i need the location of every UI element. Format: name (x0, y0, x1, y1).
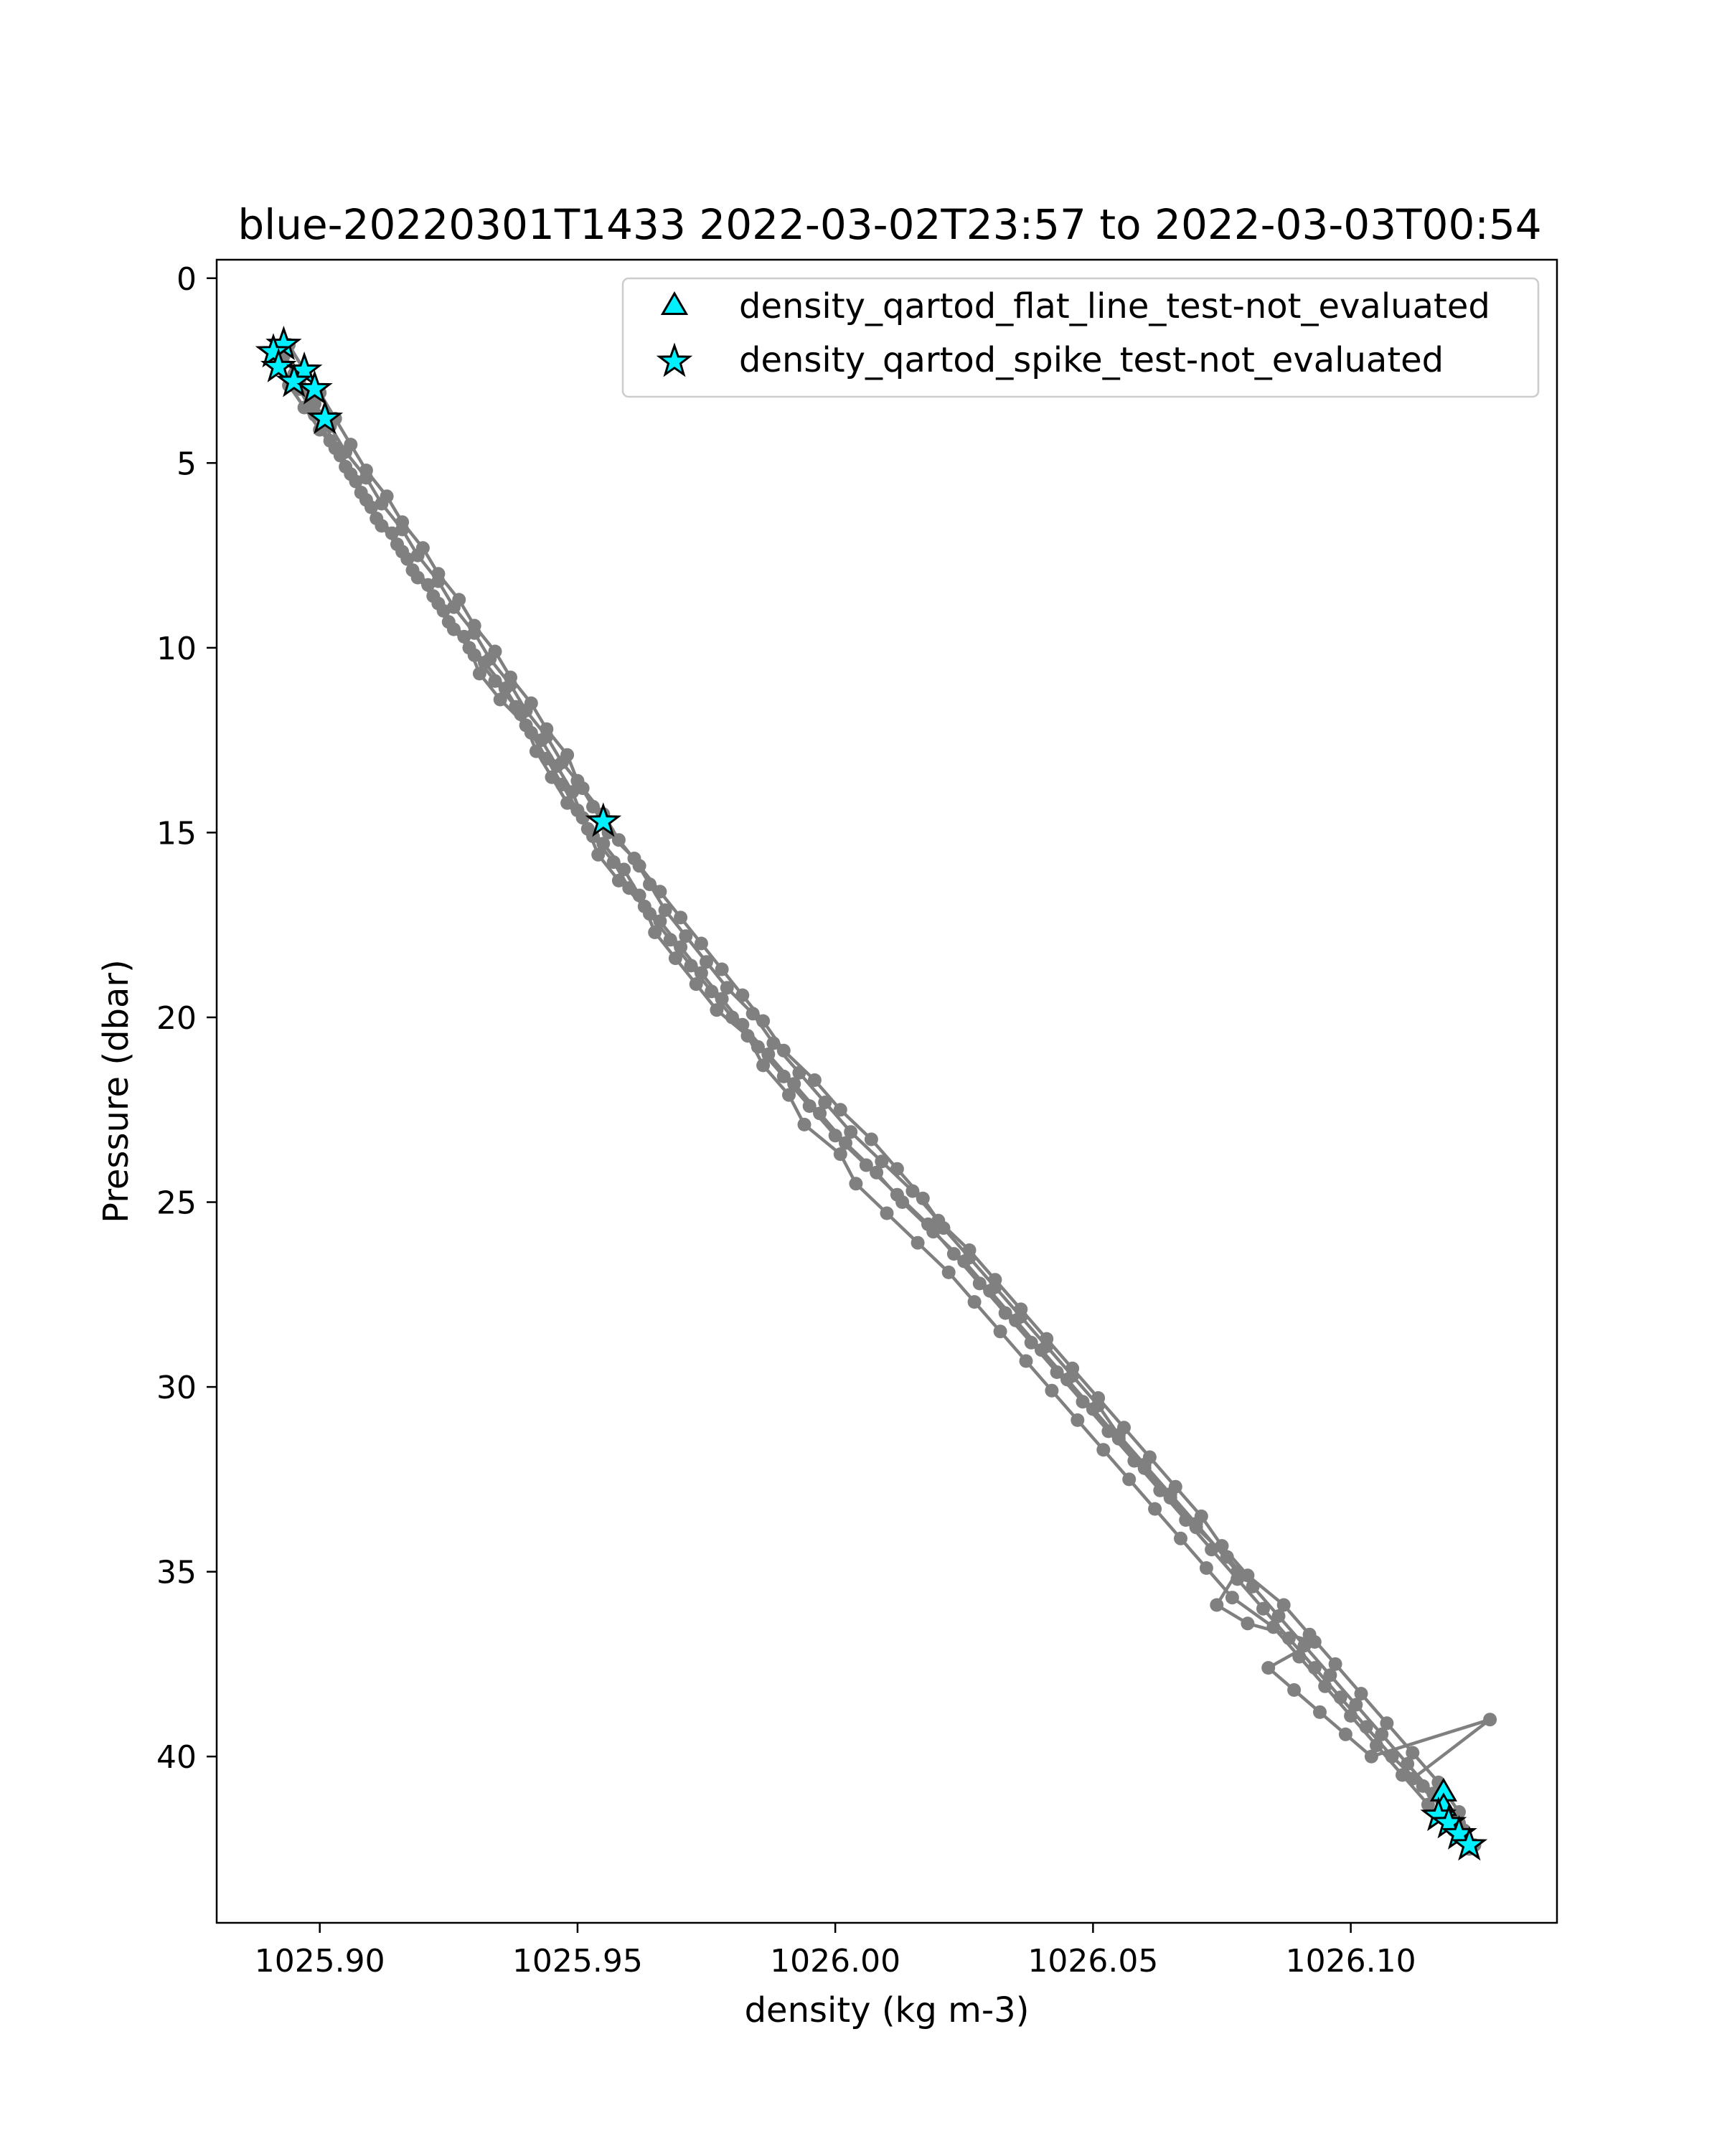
data-point (375, 497, 388, 511)
data-point (1287, 1683, 1301, 1697)
data-point (1483, 1713, 1497, 1726)
data-point (782, 1088, 796, 1102)
data-point (483, 652, 497, 666)
data-point (1190, 1517, 1203, 1530)
data-point (1096, 1443, 1110, 1456)
data-point (937, 1221, 951, 1235)
data-point (1164, 1487, 1177, 1501)
data-point (1313, 1705, 1327, 1719)
data-point (880, 1207, 894, 1220)
data-point (494, 693, 507, 707)
data-point (1318, 1680, 1332, 1693)
data-point (581, 822, 595, 836)
data-point (612, 874, 626, 888)
data-point (1380, 1716, 1393, 1730)
data-point (695, 937, 708, 951)
data-point (638, 900, 651, 913)
data-point (669, 951, 682, 965)
data-point (540, 730, 553, 743)
legend-entry-spike-test: density_qartod_spike_test-not_evaluated (739, 340, 1444, 380)
y-tick-label: 40 (156, 1739, 197, 1776)
y-tick-label: 30 (156, 1370, 197, 1407)
data-point (865, 1133, 878, 1147)
data-point (560, 796, 574, 810)
data-point (942, 1266, 956, 1279)
data-point (390, 537, 404, 551)
data-point (1344, 1709, 1358, 1723)
data-point (1329, 1657, 1342, 1671)
data-point (1020, 1355, 1033, 1368)
data-point (1071, 1413, 1084, 1427)
x-tick-label: 1025.95 (512, 1943, 643, 1980)
data-point (1091, 1398, 1105, 1412)
data-point (555, 755, 569, 769)
data-point (834, 1147, 847, 1161)
data-point (463, 641, 476, 654)
data-point (715, 963, 729, 976)
data-point (988, 1281, 1002, 1294)
data-point (1112, 1428, 1126, 1442)
y-tick-label: 10 (156, 630, 197, 667)
data-point (1277, 1599, 1291, 1612)
data-point (519, 704, 533, 717)
data-point (411, 549, 425, 562)
data-point (674, 910, 687, 924)
data-point (447, 601, 461, 614)
data-point (1200, 1561, 1213, 1575)
x-tick-label: 1026.05 (1027, 1943, 1159, 1980)
data-point (968, 1295, 982, 1309)
data-point (339, 445, 352, 458)
data-point (741, 1029, 755, 1042)
data-point (468, 626, 481, 640)
data-point (849, 1177, 862, 1190)
data-point (777, 1044, 791, 1058)
data-point (710, 1003, 723, 1017)
data-point (895, 1195, 909, 1209)
data-point (1148, 1502, 1162, 1516)
data-point (963, 1251, 977, 1264)
data-point (653, 885, 667, 898)
data-point (576, 781, 590, 795)
data-point (916, 1192, 930, 1205)
data-point (1014, 1310, 1027, 1324)
data-point (612, 833, 626, 847)
data-point (911, 1236, 925, 1250)
data-point (370, 512, 383, 525)
data-point (844, 1125, 857, 1139)
data-point (395, 523, 409, 537)
data-point (473, 667, 486, 680)
data-point (431, 575, 445, 588)
y-tick-label: 35 (156, 1554, 197, 1591)
y-tick-label: 0 (177, 260, 197, 298)
data-point (1231, 1565, 1244, 1578)
data-point (1365, 1750, 1378, 1764)
legend-entry-flat-line-test: density_qartod_flat_line_test-not_evaluated (739, 286, 1490, 326)
data-point (530, 745, 543, 758)
data-point (756, 1015, 770, 1028)
y-tick-label: 20 (156, 999, 197, 1037)
data-point (834, 1103, 847, 1116)
data-point (339, 460, 352, 474)
y-tick-label: 5 (177, 446, 197, 483)
data-point (359, 471, 373, 484)
data-point (648, 926, 662, 939)
chart-title: blue-20220301T1433 2022-03-02T23:57 to 2022-03-03T00:54 (237, 200, 1542, 249)
x-tick-label: 1025.90 (254, 1943, 385, 1980)
data-point (798, 1118, 811, 1131)
data-point (591, 848, 605, 862)
data-point (426, 589, 440, 603)
data-point (633, 859, 646, 872)
data-point (406, 563, 420, 577)
data-point (756, 1058, 770, 1072)
data-point (504, 678, 517, 692)
y-axis-label: Pressure (dbar) (96, 959, 136, 1223)
data-point (994, 1324, 1007, 1338)
data-point (1138, 1458, 1152, 1472)
data-point (735, 989, 749, 1002)
data-point (1122, 1472, 1136, 1486)
data-point (890, 1162, 904, 1176)
data-point (1308, 1635, 1322, 1649)
data-point (442, 615, 456, 629)
data-point (1174, 1532, 1187, 1545)
y-tick-label: 25 (156, 1185, 197, 1222)
data-point (1406, 1746, 1419, 1760)
data-point (1210, 1599, 1223, 1612)
data-point (1241, 1616, 1254, 1630)
data-point (1040, 1340, 1053, 1353)
data-point (1045, 1384, 1058, 1398)
x-tick-label: 1026.10 (1285, 1943, 1416, 1980)
data-point (808, 1073, 822, 1087)
data-point (1261, 1661, 1275, 1675)
data-point (354, 486, 368, 499)
data-point (519, 719, 533, 733)
data-point (690, 977, 703, 991)
data-point (1225, 1591, 1239, 1604)
data-point (1355, 1687, 1368, 1700)
data-point (1339, 1728, 1352, 1741)
legend[interactable] (623, 278, 1538, 397)
data-point (1065, 1369, 1079, 1383)
data-point (1406, 1772, 1419, 1786)
x-tick-label: 1026.00 (770, 1943, 901, 1980)
y-tick-label: 15 (156, 815, 197, 852)
x-axis-label: density (kg m-3) (744, 1990, 1030, 2030)
data-point (545, 771, 559, 784)
